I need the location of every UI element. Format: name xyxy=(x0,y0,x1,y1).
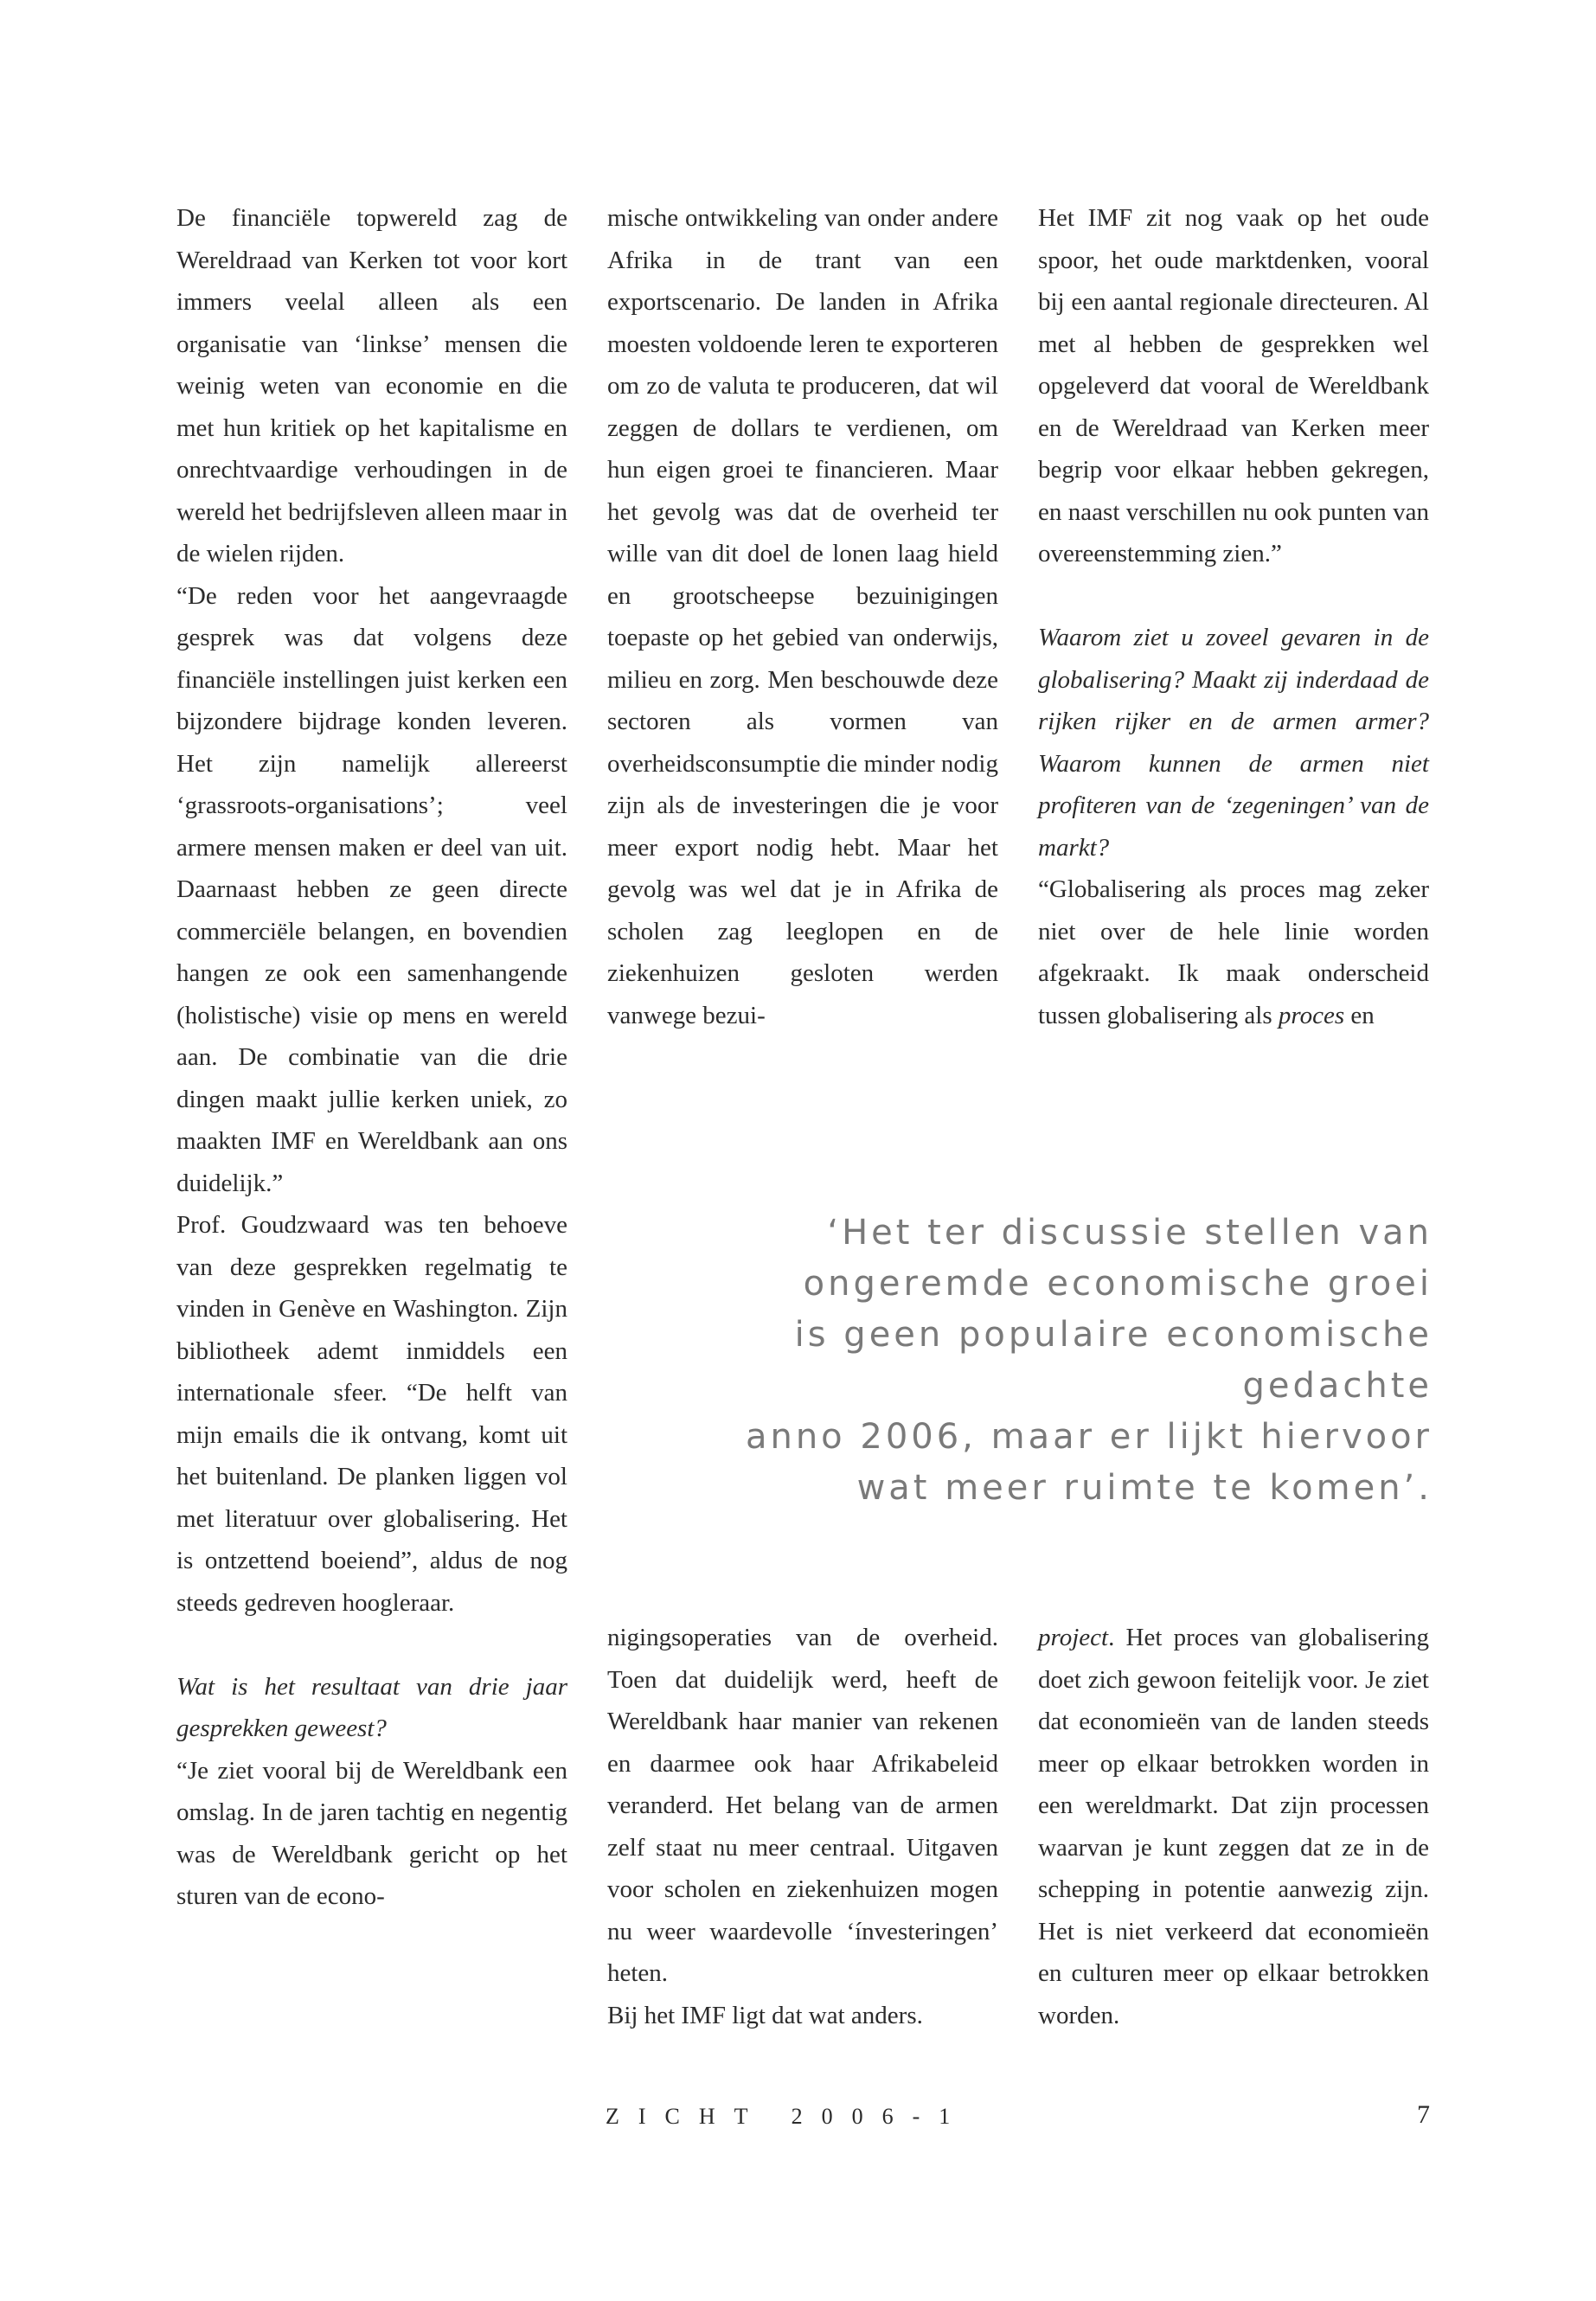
pull-quote-line: anno 2006, maar er lijkt hiervoor xyxy=(745,1417,1433,1457)
footer-magazine-issue: ZICHT 2006-1 xyxy=(606,2104,970,2129)
page-number: 7 xyxy=(1417,2100,1430,2129)
paragraph: Bij het IMF ligt dat wat anders. xyxy=(607,2001,923,2029)
article-column-1 xyxy=(176,197,567,1918)
paragraph: “Je ziet vooral bij de Wereldbank een omslag. In de jaren tachtig en negentig was de Wereldbank gericht op het sturen van de econo- xyxy=(176,1756,567,1910)
paragraph: “De reden voor het aangevraagde gesprek was dat volgens deze financiële instellingen juist kerken een bijzondere bijdrage konden leveren. Het zijn namelijk allereerst ‘grassroots-organisations’; veel armere mensen maken er deel van uit. Daarnaast hebben ze geen directe commerciële belangen, en bovendien hangen ze ook een samenhangende (holistische) visie op mens en wereld aan. De combinatie van die drie dingen maakt jullie kerken uniek, zo maakten IMF en Wereldbank aan ons duidelijk.” xyxy=(176,581,567,1197)
article-column-3-top xyxy=(1038,197,1429,1036)
paragraph: De financiële topwereld zag de Wereldraad van Kerken tot voor kort immers veelal alleen als een organisatie van ‘linkse’ mensen die weinig weten van economie en die met hun kritiek op het kapitalisme en onrechtvaardige verhoudingen in de wereld het bedrijfsleven alleen maar in de wielen rijden. xyxy=(176,204,567,567)
paragraph: nigingsoperaties van de overheid. Toen dat duidelijk werd, heeft de Wereldbank haar manier van rekenen en daarmee ook haar Afrikabeleid veranderd. Het belang van de armen zelf staat nu meer centraal. Uitgaven voor scholen en ziekenhuizen mogen nu weer waardevolle ‘ínvesteringen’ heten. xyxy=(607,1624,998,1987)
interview-question: Wat is het resultaat van drie jaar gesprekken geweest? xyxy=(176,1672,567,1742)
interview-question: Waarom ziet u zoveel gevaren in de globalisering? Maakt zij inderdaad de rijken rijker en de armen armer? Waarom kunnen de armen niet profiteren van de ‘zegeningen’ van de markt? xyxy=(1038,624,1429,862)
pull-quote-line: ongeremde economische groei xyxy=(803,1264,1433,1304)
emphasis: proces xyxy=(1278,1001,1345,1029)
article-column-3-bottom xyxy=(1038,1617,1429,2036)
paragraph: Prof. Goudzwaard was ten behoeve van deze gesprekken regelmatig te vinden in Genève en Washington. Zijn bibliotheek ademt inmiddels een internationale sfeer. “De helft van mijn emails die ik ontvang, komt uit het buitenland. De planken liggen vol met literatuur over globalisering. Het is ontzettend boeiend”, aldus de nog steeds gedreven hoogleraar. xyxy=(176,1211,567,1617)
pull-quote-line: ‘Het ter discussie stellen van xyxy=(827,1213,1433,1253)
pull-quote-line: is geen populaire economische gedachte xyxy=(794,1315,1433,1406)
answer-text-end: en xyxy=(1350,1001,1375,1029)
article-column-2-top xyxy=(607,197,998,1036)
paragraph xyxy=(1038,868,1429,1036)
paragraph: mische ontwikkeling van onder andere Afrika in de trant van een exportscenario. De landen in Afrika moesten voldoende leren te exporteren om zo de valuta te produceren, dat wil zeggen de dollars te verdienen, om hun eigen groei te financieren. Maar het gevolg was dat de overheid ter wille van dit doel de lonen laag hield en grootscheepse bezuinigingen toepaste op het gebied van onderwijs, milieu en zorg. Men beschouwde deze sectoren als vormen van overheidsconsumptie die minder nodig zijn als de investeringen die je voor meer export nodig hebt. Maar het gevolg was wel dat je in Afrika de scholen zag leeglopen en de ziekenhuizen gesloten werden vanwege bezui- xyxy=(607,204,998,1029)
paragraph xyxy=(1038,1617,1429,2036)
pull-quote-line: wat meer ruimte te komen’. xyxy=(856,1468,1433,1508)
pull-quote xyxy=(606,1208,1433,1514)
paragraph: Het IMF zit nog vaak op het oude spoor, het oude marktdenken, vooral bij een aantal regionale directeuren. Al met al hebben de gesprekken wel opgeleverd dat vooral de Wereldbank en de Wereldraad van Kerken meer begrip voor elkaar hebben gekregen, en naast verschillen nu ook punten van overeenstemming zien.” xyxy=(1038,204,1429,567)
paragraph-text: . Het proces van globalisering doet zich gewoon feitelijk voor. Je ziet dat economieën van de landen steeds meer op elkaar betrokken worden in een wereldmarkt. Dat zijn processen waarvan je kunt zeggen dat ze in de schepping in potentie aanwezig zijn. Het is niet verkeerd dat economieën en culturen meer op elkaar betrokken worden. xyxy=(1038,1624,1429,2029)
emphasis: project xyxy=(1038,1624,1109,1651)
answer-text: “Globalisering als proces mag zeker niet over de hele linie worden afgekraakt. Ik maak onderscheid tussen globalisering als xyxy=(1038,875,1429,1029)
article-column-2-bottom xyxy=(607,1617,998,2036)
